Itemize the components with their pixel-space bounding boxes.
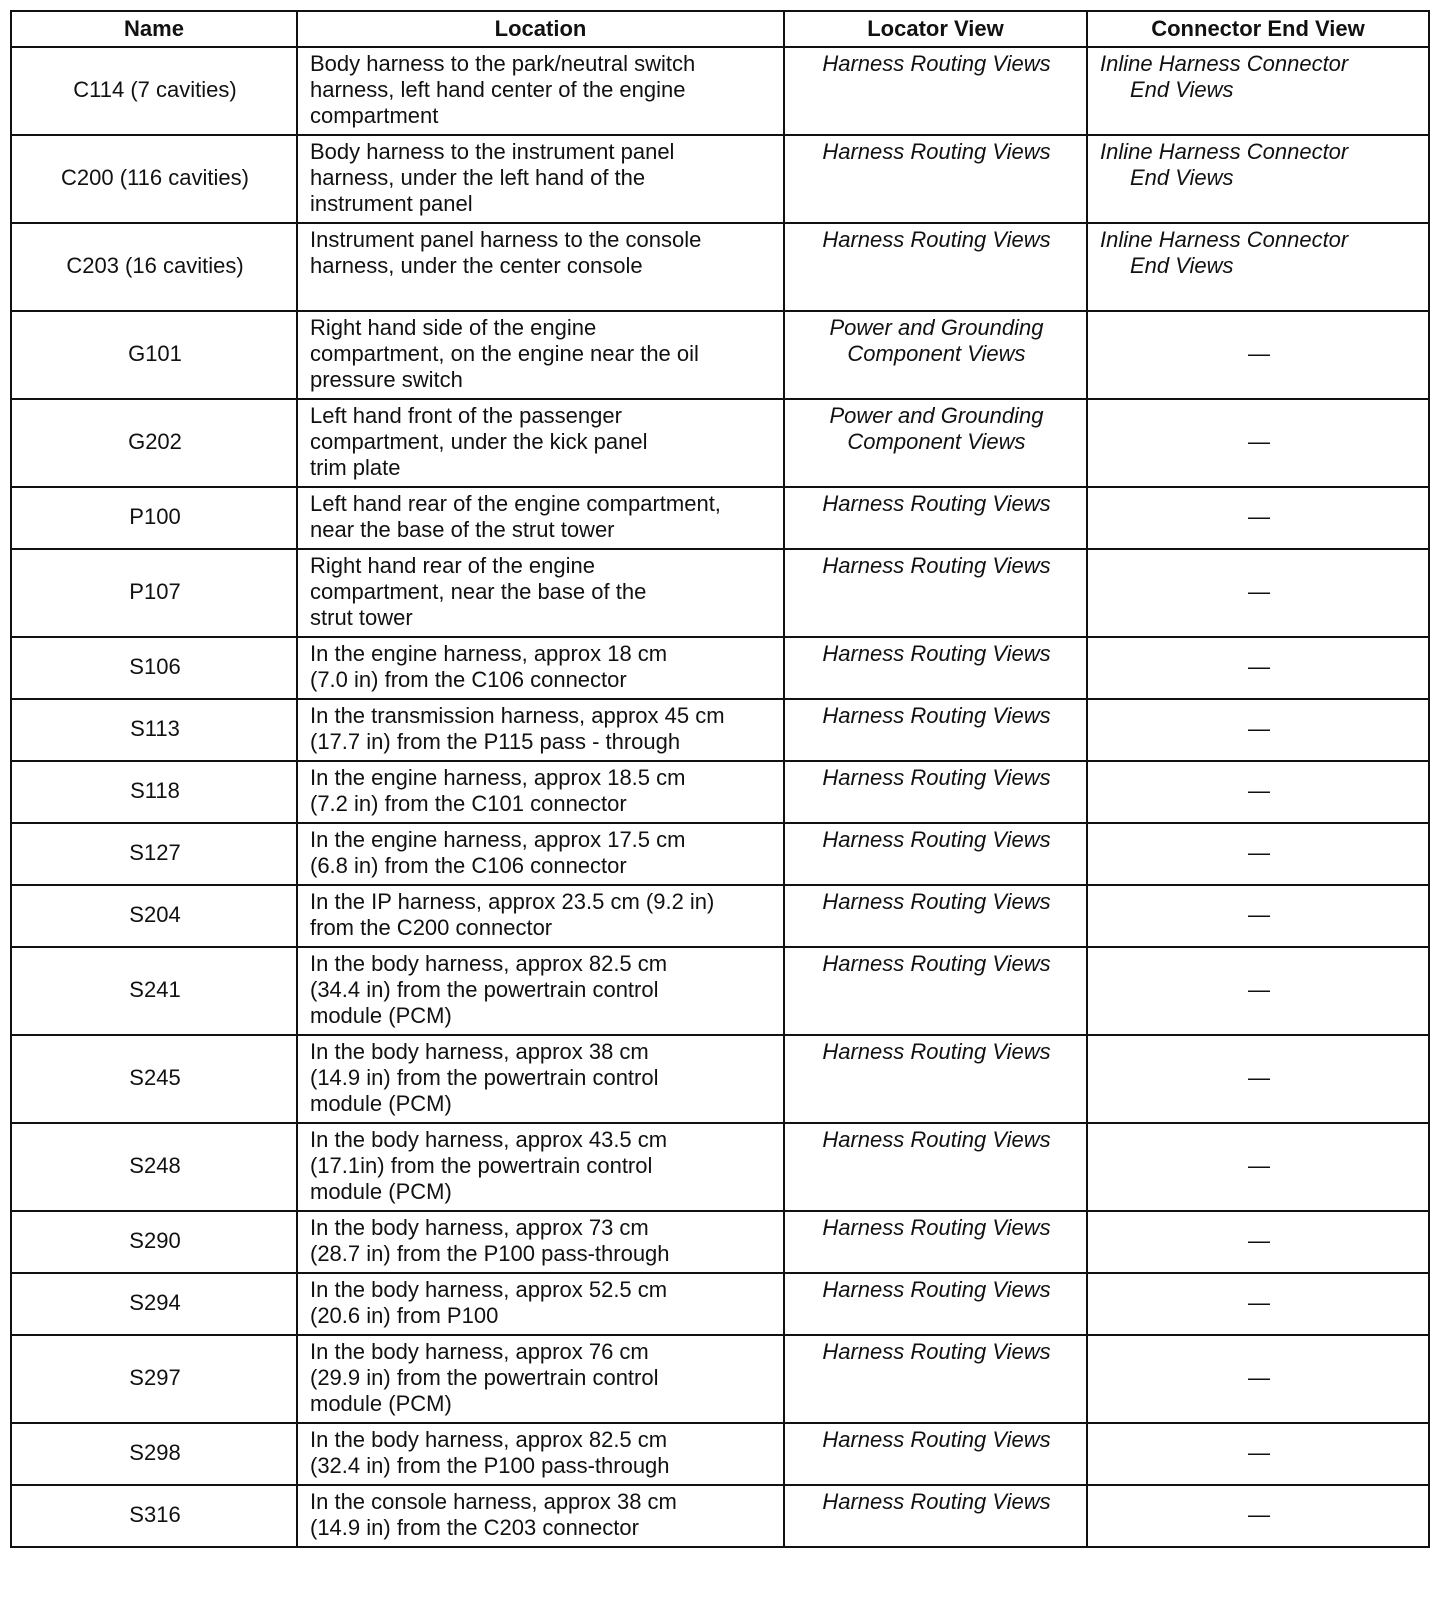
cell-location <box>297 637 784 699</box>
cell-name: S297 <box>11 1335 297 1423</box>
connector-dash: — <box>1248 778 1270 803</box>
connector-line: Inline Harness Connector <box>1100 51 1349 76</box>
connector-line: End Views <box>1130 77 1234 102</box>
connector-dash: — <box>1248 1228 1270 1253</box>
connector-line: Inline Harness Connector <box>1100 227 1349 252</box>
locator-line: Harness Routing Views <box>822 827 1051 852</box>
cell-locator-view <box>784 549 1087 637</box>
cell-name: S241 <box>11 947 297 1035</box>
locator-line: Harness Routing Views <box>822 703 1051 728</box>
header-location: Location <box>297 11 784 47</box>
location-line: harness, left hand center of the engine <box>310 77 686 102</box>
table-body <box>11 47 1429 1547</box>
location-line: In the body harness, approx 82.5 cm <box>310 1427 668 1452</box>
connector-dash: — <box>1248 429 1270 454</box>
cell-locator-view <box>784 761 1087 823</box>
connector-dash: — <box>1248 902 1270 927</box>
cell-connector-end-view <box>1087 1423 1429 1485</box>
cell-connector-end-view <box>1087 47 1429 135</box>
location-line: compartment, on the engine near the oil <box>310 341 699 366</box>
cell-name: C203 (16 cavities) <box>11 223 297 311</box>
location-line: compartment, near the base of the <box>310 579 647 604</box>
location-line: (17.7 in) from the P115 pass - through <box>310 729 681 754</box>
locator-line: Harness Routing Views <box>822 1277 1051 1302</box>
cell-location <box>297 947 784 1035</box>
locator-line: Harness Routing Views <box>822 51 1051 76</box>
table-row <box>11 399 1429 487</box>
cell-name: S248 <box>11 1123 297 1211</box>
cell-locator-view <box>784 311 1087 399</box>
cell-location <box>297 1035 784 1123</box>
cell-name: P100 <box>11 487 297 549</box>
location-line: (32.4 in) from the P100 pass-through <box>310 1453 670 1478</box>
cell-locator-view <box>784 885 1087 947</box>
table-row <box>11 1485 1429 1547</box>
cell-locator-view <box>784 223 1087 311</box>
table-row <box>11 1123 1429 1211</box>
location-line: In the body harness, approx 38 cm <box>310 1039 649 1064</box>
cell-location <box>297 311 784 399</box>
table-row <box>11 487 1429 549</box>
location-line: Left hand front of the passenger <box>310 403 622 428</box>
cell-locator-view <box>784 1123 1087 1211</box>
table-row <box>11 761 1429 823</box>
table-row <box>11 1211 1429 1273</box>
cell-name: G101 <box>11 311 297 399</box>
location-line: trim plate <box>310 455 401 480</box>
location-line: module (PCM) <box>310 1179 452 1204</box>
cell-location <box>297 549 784 637</box>
locator-line: Harness Routing Views <box>822 1427 1051 1452</box>
location-line: In the body harness, approx 52.5 cm <box>310 1277 668 1302</box>
location-line: Body harness to the instrument panel <box>310 139 675 164</box>
location-line: compartment <box>310 103 439 128</box>
cell-name: C200 (116 cavities) <box>11 135 297 223</box>
cell-locator-view <box>784 947 1087 1035</box>
connector-dash: — <box>1248 504 1270 529</box>
cell-connector-end-view <box>1087 399 1429 487</box>
connector-dash: — <box>1248 579 1270 604</box>
cell-locator-view <box>784 1485 1087 1547</box>
cell-location <box>297 1335 784 1423</box>
table-row <box>11 1423 1429 1485</box>
cell-location <box>297 699 784 761</box>
cell-locator-view <box>784 699 1087 761</box>
cell-location <box>297 47 784 135</box>
cell-location <box>297 823 784 885</box>
locator-line: Harness Routing Views <box>822 1039 1051 1064</box>
cell-name: S298 <box>11 1423 297 1485</box>
locator-line: Harness Routing Views <box>822 227 1051 252</box>
cell-name: S290 <box>11 1211 297 1273</box>
connector-dash: — <box>1248 1365 1270 1390</box>
cell-name: S245 <box>11 1035 297 1123</box>
cell-location <box>297 487 784 549</box>
cell-locator-view <box>784 823 1087 885</box>
cell-location <box>297 1123 784 1211</box>
table-row <box>11 699 1429 761</box>
cell-name: S316 <box>11 1485 297 1547</box>
location-line: (14.9 in) from the C203 connector <box>310 1515 639 1540</box>
cell-connector-end-view <box>1087 549 1429 637</box>
cell-locator-view <box>784 637 1087 699</box>
cell-locator-view <box>784 1211 1087 1273</box>
locator-line: Harness Routing Views <box>822 1339 1051 1364</box>
cell-locator-view <box>784 399 1087 487</box>
cell-connector-end-view <box>1087 699 1429 761</box>
location-line: near the base of the strut tower <box>310 517 615 542</box>
cell-name: S113 <box>11 699 297 761</box>
cell-location <box>297 885 784 947</box>
cell-locator-view <box>784 1273 1087 1335</box>
connector-dash: — <box>1248 654 1270 679</box>
table-header <box>11 11 1429 47</box>
location-line: (14.9 in) from the powertrain control <box>310 1065 659 1090</box>
locator-line: Component Views <box>847 341 1026 366</box>
location-line: Right hand side of the engine <box>310 315 597 340</box>
cell-connector-end-view <box>1087 947 1429 1035</box>
cell-name: P107 <box>11 549 297 637</box>
cell-locator-view <box>784 135 1087 223</box>
location-line: In the body harness, approx 73 cm <box>310 1215 649 1240</box>
table-row <box>11 823 1429 885</box>
table-row <box>11 637 1429 699</box>
table-row <box>11 223 1429 311</box>
cell-location <box>297 223 784 311</box>
table-row <box>11 311 1429 399</box>
location-line: (29.9 in) from the powertrain control <box>310 1365 659 1390</box>
cell-connector-end-view <box>1087 823 1429 885</box>
location-line: module (PCM) <box>310 1391 452 1416</box>
location-line: In the transmission harness, approx 45 cm <box>310 703 725 728</box>
locator-line: Harness Routing Views <box>822 951 1051 976</box>
location-line: In the console harness, approx 38 cm <box>310 1489 677 1514</box>
header-row <box>11 11 1429 47</box>
cell-location <box>297 1485 784 1547</box>
cell-location <box>297 399 784 487</box>
location-line: compartment, under the kick panel <box>310 429 648 454</box>
connector-dash: — <box>1248 977 1270 1002</box>
location-line: (7.0 in) from the C106 connector <box>310 667 627 692</box>
table-row <box>11 885 1429 947</box>
location-line: harness, under the center console <box>310 253 643 278</box>
connector-dash: — <box>1248 341 1270 366</box>
locator-line: Harness Routing Views <box>822 1127 1051 1152</box>
location-line: In the body harness, approx 82.5 cm <box>310 951 668 976</box>
cell-locator-view <box>784 47 1087 135</box>
location-line: In the engine harness, approx 17.5 cm <box>310 827 686 852</box>
table-row <box>11 47 1429 135</box>
location-line: (34.4 in) from the powertrain control <box>310 977 659 1002</box>
locator-line: Harness Routing Views <box>822 641 1051 666</box>
cell-connector-end-view <box>1087 311 1429 399</box>
cell-name: S106 <box>11 637 297 699</box>
cell-connector-end-view <box>1087 761 1429 823</box>
location-line: harness, under the left hand of the <box>310 165 646 190</box>
cell-connector-end-view <box>1087 1211 1429 1273</box>
location-line: In the IP harness, approx 23.5 cm (9.2 in) <box>310 889 715 914</box>
cell-name: S294 <box>11 1273 297 1335</box>
cell-locator-view <box>784 1335 1087 1423</box>
locator-line: Harness Routing Views <box>822 139 1051 164</box>
connector-line: Inline Harness Connector <box>1100 139 1349 164</box>
location-line: In the body harness, approx 76 cm <box>310 1339 649 1364</box>
connector-dash: — <box>1248 716 1270 741</box>
connector-dash: — <box>1248 840 1270 865</box>
connector-line: End Views <box>1130 253 1234 278</box>
table-row <box>11 947 1429 1035</box>
cell-connector-end-view <box>1087 885 1429 947</box>
cell-connector-end-view <box>1087 1273 1429 1335</box>
cell-locator-view <box>784 487 1087 549</box>
location-line: Right hand rear of the engine <box>310 553 595 578</box>
location-line: (28.7 in) from the P100 pass-through <box>310 1241 670 1266</box>
location-line: In the engine harness, approx 18 cm <box>310 641 668 666</box>
locator-line: Harness Routing Views <box>822 1215 1051 1240</box>
cell-connector-end-view <box>1087 1035 1429 1123</box>
location-line: (6.8 in) from the C106 connector <box>310 853 627 878</box>
location-line: pressure switch <box>310 367 463 392</box>
cell-location <box>297 1423 784 1485</box>
cell-connector-end-view <box>1087 223 1429 311</box>
location-line: (20.6 in) from P100 <box>310 1303 499 1328</box>
cell-name: S204 <box>11 885 297 947</box>
connector-dash: — <box>1248 1440 1270 1465</box>
cell-name: G202 <box>11 399 297 487</box>
location-line: (17.1in) from the powertrain control <box>310 1153 653 1178</box>
location-line: Body harness to the park/neutral switch <box>310 51 696 76</box>
locator-line: Component Views <box>847 429 1026 454</box>
location-line: from the C200 connector <box>310 915 553 940</box>
locator-line: Harness Routing Views <box>822 491 1051 516</box>
harness-location-table <box>10 10 1430 1548</box>
cell-location <box>297 135 784 223</box>
cell-location <box>297 1273 784 1335</box>
table-row <box>11 135 1429 223</box>
header-name: Name <box>11 11 297 47</box>
connector-dash: — <box>1248 1065 1270 1090</box>
table-row <box>11 549 1429 637</box>
cell-locator-view <box>784 1035 1087 1123</box>
cell-connector-end-view <box>1087 1335 1429 1423</box>
location-line: In the body harness, approx 43.5 cm <box>310 1127 668 1152</box>
cell-name: C114 (7 cavities) <box>11 47 297 135</box>
connector-line: End Views <box>1130 165 1234 190</box>
connector-dash: — <box>1248 1153 1270 1178</box>
location-line: (7.2 in) from the C101 connector <box>310 791 627 816</box>
cell-connector-end-view <box>1087 1123 1429 1211</box>
locator-line: Harness Routing Views <box>822 889 1051 914</box>
cell-name: S127 <box>11 823 297 885</box>
locator-line: Power and Grounding <box>829 315 1044 340</box>
location-line: module (PCM) <box>310 1003 452 1028</box>
location-line: Left hand rear of the engine compartment, <box>310 491 721 516</box>
table-row <box>11 1273 1429 1335</box>
location-line: instrument panel <box>310 191 473 216</box>
cell-connector-end-view <box>1087 135 1429 223</box>
locator-line: Harness Routing Views <box>822 553 1051 578</box>
cell-name: S118 <box>11 761 297 823</box>
cell-connector-end-view <box>1087 487 1429 549</box>
location-line: In the engine harness, approx 18.5 cm <box>310 765 686 790</box>
table-row <box>11 1035 1429 1123</box>
connector-dash: — <box>1248 1290 1270 1315</box>
table-row <box>11 1335 1429 1423</box>
header-locator-view: Locator View <box>784 11 1087 47</box>
location-line: Instrument panel harness to the console <box>310 227 702 252</box>
cell-locator-view <box>784 1423 1087 1485</box>
header-connector-end-view: Connector End View <box>1087 11 1429 47</box>
locator-line: Power and Grounding <box>829 403 1044 428</box>
connector-dash: — <box>1248 1502 1270 1527</box>
locator-line: Harness Routing Views <box>822 765 1051 790</box>
locator-line: Harness Routing Views <box>822 1489 1051 1514</box>
cell-location <box>297 1211 784 1273</box>
cell-connector-end-view <box>1087 637 1429 699</box>
location-line: strut tower <box>310 605 413 630</box>
location-line: module (PCM) <box>310 1091 452 1116</box>
cell-location <box>297 761 784 823</box>
cell-connector-end-view <box>1087 1485 1429 1547</box>
